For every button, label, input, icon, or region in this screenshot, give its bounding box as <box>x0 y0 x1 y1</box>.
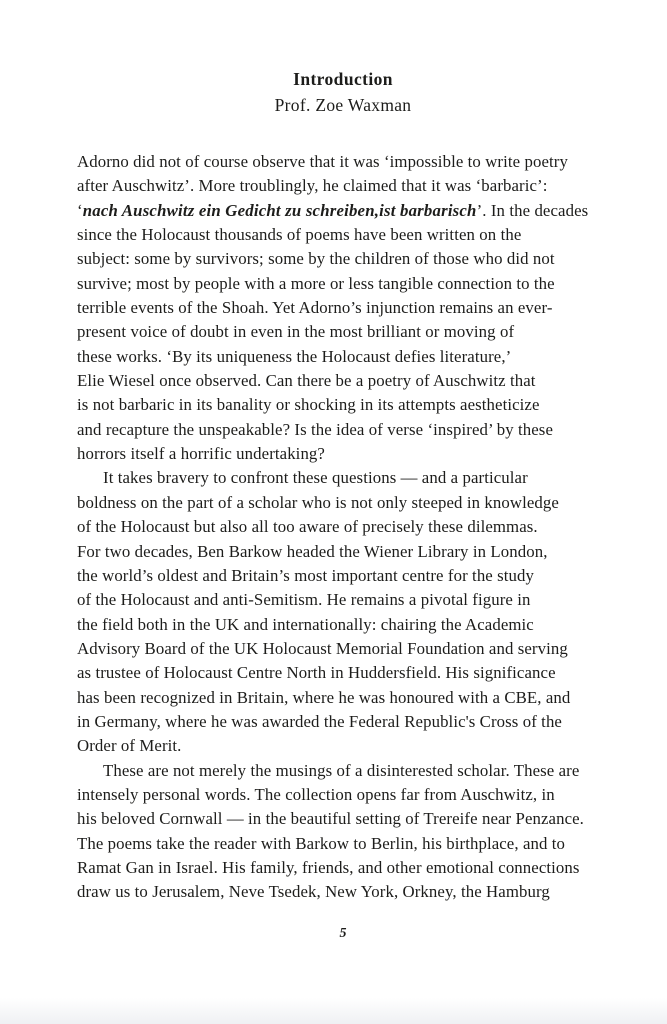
body-line: Advisory Board of the UK Holocaust Memorial Foundation and serving <box>77 638 568 658</box>
page-title: Introduction <box>293 69 393 89</box>
body-line: The poems take the reader with Barkow to Berlin, his birthplace, and to <box>77 833 566 853</box>
body-line: his beloved Cornwall — in the beautiful setting of Trereife near Penzance. <box>77 809 584 829</box>
paragraph <box>77 150 609 466</box>
body-line: since the Holocaust thousands of poems have been written on the <box>77 225 522 245</box>
paragraph <box>77 759 609 905</box>
body-line: after Auschwitz’. More troublingly, he claimed that it was ‘barbaric’: <box>77 176 548 196</box>
body-line: of the Holocaust and anti-Semitism. He remains a pivotal figure in <box>77 590 531 610</box>
paragraph <box>77 466 609 758</box>
body-line: survive; most by people with a more or less tangible connection to the <box>77 273 555 293</box>
body-line: subject: some by survivors; some by the children of those who did not <box>77 249 555 269</box>
body-line: has been recognized in Britain, where he was honoured with a CBE, and <box>77 687 571 707</box>
body-line: intensely personal words. The collection opens far from Auschwitz, in <box>77 784 555 804</box>
body-line: the field both in the UK and internationally: chairing the Academic <box>77 614 534 634</box>
body-line: is not barbaric in its banality or shocking in its attempts aestheticize <box>77 395 540 415</box>
page-bottom-shadow <box>0 998 667 1024</box>
body-line: For two decades, Ben Barkow headed the Wiener Library in London, <box>77 541 548 561</box>
body-line: in Germany, where he was awarded the Federal Republic's Cross of the <box>77 711 562 731</box>
body-line: These are not merely the musings of a disinterested scholar. These are <box>103 760 580 780</box>
body-line: horrors itself a horrific undertaking? <box>77 444 325 464</box>
body-line: Ramat Gan in Israel. His family, friends, and other emotional connections <box>77 857 580 877</box>
body-line: and recapture the unspeakable? Is the idea of verse ‘inspired’ by these <box>77 419 553 439</box>
page-number: 5 <box>339 926 347 941</box>
body-line: Adorno did not of course observe that it was ‘impossible to write poetry <box>77 152 568 171</box>
author-line: Prof. Zoe Waxman <box>274 95 412 115</box>
body-line: Order of Merit. <box>77 736 182 756</box>
body-line: It takes bravery to confront these questions — and a particular <box>103 468 528 488</box>
body-line: draw us to Jerusalem, Neve Tsedek, New York, Orkney, the Hamburg <box>77 882 550 902</box>
page-content <box>77 66 609 905</box>
body-line: these works. ‘By its uniqueness the Holocaust defies literature,’ <box>77 346 512 366</box>
body-line: of the Holocaust but also all too aware of precisely these dilemmas. <box>77 517 538 537</box>
body-text <box>77 150 609 905</box>
body-line: boldness on the part of a scholar who is not only steeped in knowledge <box>77 492 559 512</box>
body-line: terrible events of the Shoah. Yet Adorno’s injunction remains an ever- <box>77 298 553 318</box>
body-line: as trustee of Holocaust Centre North in Huddersfield. His significance <box>77 663 556 683</box>
body-line: ‘nach Auschwitz ein Gedicht zu schreiben,ist barbarisch’. In the decades <box>77 200 589 220</box>
body-line: present voice of doubt in even in the most brilliant or moving of <box>77 322 515 342</box>
body-line: Elie Wiesel once observed. Can there be a poetry of Auschwitz that <box>77 371 536 391</box>
body-line: the world’s oldest and Britain’s most important centre for the study <box>77 565 535 585</box>
